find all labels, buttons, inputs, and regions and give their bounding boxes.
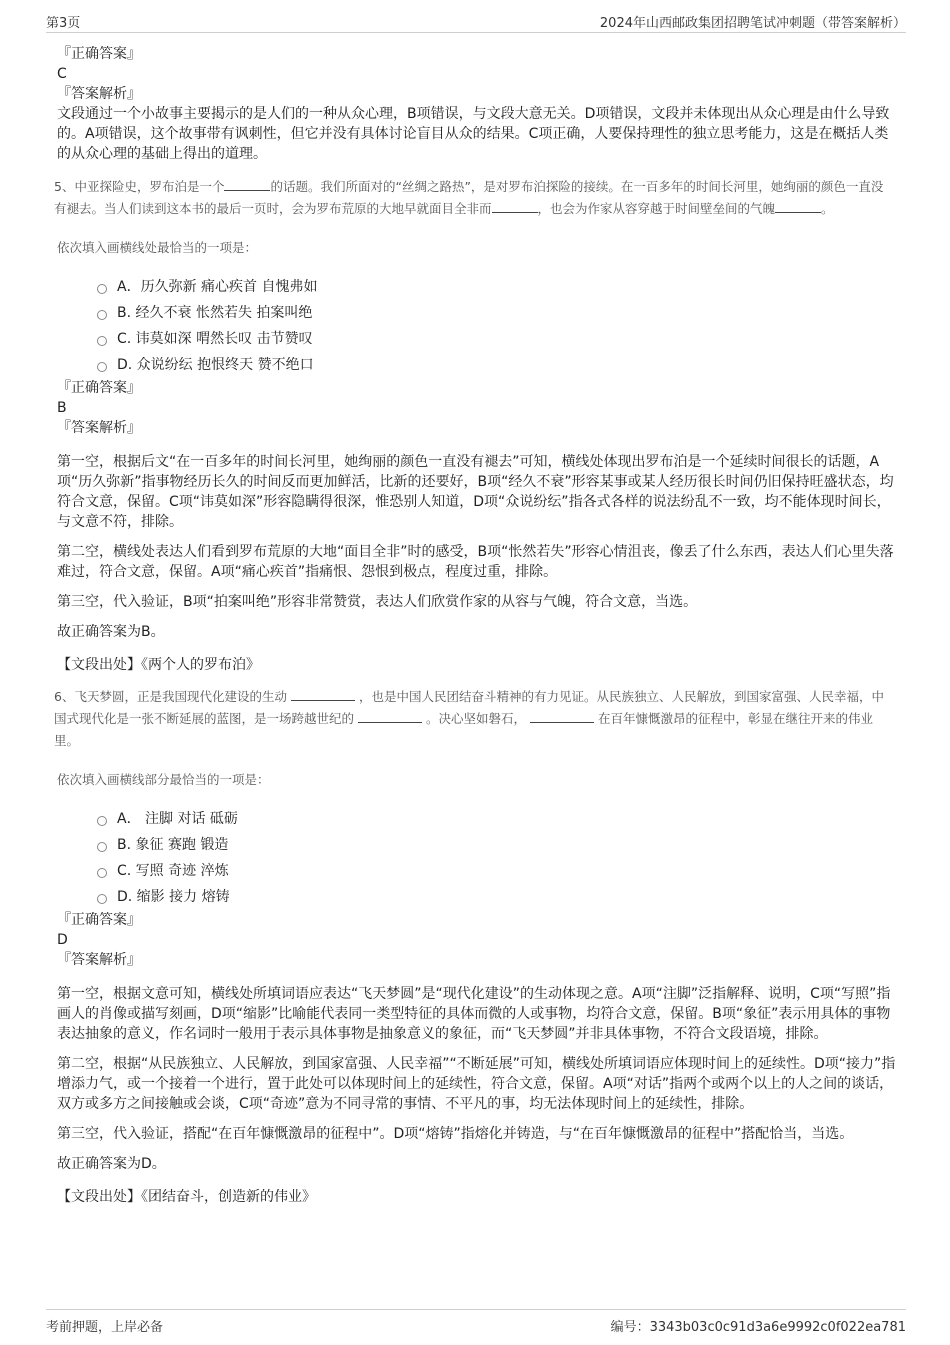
analysis-paragraph: 第三空，代入验证，搭配“在百年慷慨激昂的征程中”。D项“熔铸”指熔化并铸造，与“在百年慷慨激昂的征程中”搭配恰当，当选。 [57, 1126, 854, 1142]
option-b[interactable]: B. 经久不衰 怅然若失 拍案叫绝 [97, 300, 897, 326]
question-5-options [57, 274, 897, 378]
option-a[interactable]: A． 注脚 对话 砥砺 [97, 806, 897, 832]
radio-icon[interactable] [97, 816, 107, 826]
page-number: 第3页 [46, 16, 81, 31]
page-header [46, 10, 906, 33]
fill-blank [358, 708, 422, 723]
option-a[interactable]: A．历久弥新 痛心疾首 自愧弗如 [97, 274, 897, 300]
radio-icon[interactable] [97, 868, 107, 878]
answer-label: 『正确答案』 [57, 46, 141, 62]
radio-icon[interactable] [97, 894, 107, 904]
text-source: 【文段出处】《两个人的罗布泊》 [57, 657, 260, 673]
analysis-paragraph: 故正确答案为D。 [57, 1156, 166, 1172]
answer-label: 『正确答案』 [57, 380, 141, 396]
analysis-paragraph: 第一空，根据后文“在一百多年的时间长河里，她绚丽的颜色一直没有褪去”可知，横线处体现出罗布泊是一个延续时间很长的话题，A项“历久弥新”指事物经历长久的时间反而更加鲜活，比新的还要好，B项“经久不衰”形容某事或某人经历很长时间仍旧保持旺盛状态，均符合文意，保留。C项“讳莫如深”形容隐瞒得很深，惟恐别人知道，D项“众说纷纭”指各式各样的说法纷乱不一致，均不能体现时间长，与文意不符，排除。 [57, 454, 894, 530]
text-source: 【文段出处】《团结奋斗，创造新的伟业》 [57, 1189, 316, 1205]
question-5-stem: 5、中亚探险史，罗布泊是一个 的话题。我们所面对的“丝绸之路热”，是对罗布泊探险的接续。在一百多年的时间长河里，她绚丽的颜色一直没有褪去。当人们读到这本书的最后一页时，会为罗布荒原的大地早就面目全非而 ，也会为作家从容穿越于时间壁垒间的气魄 。 [54, 176, 894, 220]
radio-icon[interactable] [97, 336, 107, 346]
radio-icon[interactable] [97, 310, 107, 320]
analysis-text: 文段通过一个小故事主要揭示的是人们的一种从众心理，B项错误，与文段大意无关。D项错误，文段并未体现出从众心理是由什么导致的。A项错误，这个故事带有讽刺性，但它并没有具体讨论盲目从众的结果。C项正确，人要保持理性的独立思考能力，这是在概括人类的从众心理的基础上得出的道理。 [57, 106, 890, 162]
footer-slogan: 考前押题，上岸必备 [46, 1320, 164, 1335]
document-id: 编号：3343b03c0c91d3a6e9992c0f022ea781 [610, 1320, 906, 1335]
answer-label: 『正确答案』 [57, 912, 141, 928]
question-6-options [57, 806, 897, 910]
radio-icon[interactable] [97, 842, 107, 852]
analysis-paragraph: 第二空，横线处表达人们看到罗布荒原的大地“面目全非”时的感受，B项“怅然若失”形容心情沮丧，像丢了什么东西，表达人们心里失落难过，符合文意，保留。A项“痛心疾首”指痛恨、怨恨到极点，程度过重，排除。 [57, 544, 894, 580]
analysis-paragraph: 第二空，根据“从民族独立、人民解放，到国家富强、人民幸福”“不断延展”可知，横线处所填词语应体现时间上的延续性。D项“接力”指增添力气，或一个接着一个进行，置于此处可以体现时间上的延续性，符合文意，保留。A项“对话”指两个或两个以上的人之间的谈话，双方或多方之间接触或会谈，C项“奇迹”意为不同寻常的事情、不平凡的事，均无法体现时间上的延续性，排除。 [57, 1056, 896, 1112]
fill-blank [492, 198, 538, 213]
fill-blank [775, 198, 821, 213]
analysis-label: 『答案解析』 [57, 952, 141, 968]
question-5-prompt: 依次填入画横线处最恰当的一项是： [57, 240, 258, 255]
analysis-paragraph: 第三空，代入验证，B项“拍案叫绝”形容非常赞赏，表达人们欣赏作家的从容与气魄，符合文意，当选。 [57, 594, 698, 610]
analysis-label: 『答案解析』 [57, 420, 141, 436]
option-d[interactable]: D. 缩影 接力 熔铸 [97, 884, 897, 910]
analysis-paragraph: 第一空，根据文意可知，横线处所填词语应表达“飞天梦圆”是“现代化建设”的生动体现之意。A项“注脚”泛指解释、说明，C项“写照”指画人的肖像或描写刻画，D项“缩影”比喻能代表同一类型特征的具体而微的人或事物，均符合文意，保留。B项“象征”表示用具体的事物表达抽象的意义，作名词时一般用于表示具体事物是抽象意义的象征，而“飞天梦圆”并非具体事物，不符合文段语境，排除。 [57, 986, 891, 1042]
question-6-prompt: 依次填入画横线部分最恰当的一项是： [57, 772, 270, 787]
document-body [54, 44, 897, 1206]
answer-value: C [57, 66, 67, 82]
option-d[interactable]: D. 众说纷纭 抱恨终天 赞不绝口 [97, 352, 897, 378]
fill-blank [224, 176, 270, 191]
option-c[interactable]: C. 讳莫如深 喟然长叹 击节赞叹 [97, 326, 897, 352]
question-6-stem: 6、飞天梦圆，正是我国现代化建设的生动 ，也是中国人民团结奋斗精神的有力见证。从民族独立、人民解放，到国家富强、人民幸福，中国式现代化是一张不断延展的蓝图，是一场跨越世纪的 。决心坚如磐石， 在百年慷慨激昂的征程中，彰显在继往开来的伟业里。 [54, 686, 894, 752]
analysis-label: 『答案解析』 [57, 86, 141, 102]
answer-value: B [57, 400, 67, 416]
radio-icon[interactable] [97, 284, 107, 294]
option-b[interactable]: B. 象征 赛跑 锻造 [97, 832, 897, 858]
fill-blank [530, 708, 594, 723]
analysis-paragraph: 故正确答案为B。 [57, 624, 165, 640]
document-title: 2024年山西邮政集团招聘笔试冲刺题（带答案解析） [599, 16, 906, 31]
option-c[interactable]: C. 写照 奇迹 淬炼 [97, 858, 897, 884]
page-footer [46, 1309, 906, 1334]
fill-blank [291, 686, 355, 701]
radio-icon[interactable] [97, 362, 107, 372]
answer-value: D [57, 932, 68, 948]
